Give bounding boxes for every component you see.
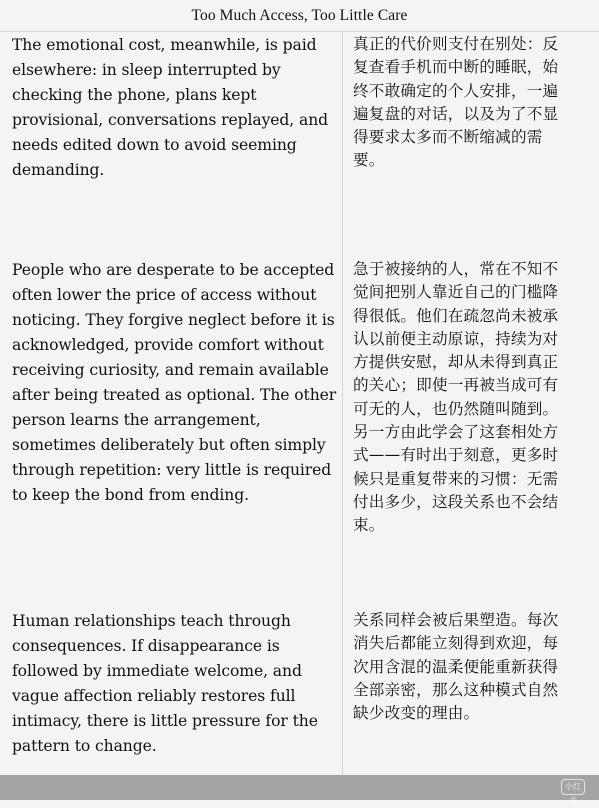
text-line: 关系同样会被后果塑造。每次 <box>353 611 559 629</box>
english-paragraph-3 <box>12 609 340 759</box>
header-divider <box>0 31 599 32</box>
text-line: 可无的人，也仍然随叫随到。 <box>353 399 559 418</box>
english-paragraph-2 <box>12 258 340 508</box>
text-line: 觉间把别人靠近自己的门槛降 <box>353 283 559 302</box>
text-line: often lower the price of access without <box>12 286 317 304</box>
text-line: intimacy, there is little pressure for the <box>12 712 318 730</box>
text-line: person learns the arrangement, <box>12 411 261 429</box>
text-line: 急于被接纳的人，常在不知不 <box>353 260 559 278</box>
chinese-paragraph-3 <box>353 609 595 725</box>
page-header <box>0 0 599 34</box>
text-line: followed by immediate welcome, and <box>12 662 302 680</box>
bottom-bar <box>0 775 599 805</box>
page-title: Too Much Access, Too Little Care <box>191 7 408 24</box>
text-line: 付出多少，这段关系也不会结 <box>353 492 559 511</box>
text-line: pattern to change. <box>12 737 157 755</box>
text-line: 真正的代价则支付在别处：反 <box>353 35 559 53</box>
text-line: 终不敢确定的个人安排，一遍 <box>353 81 559 100</box>
text-line: 方提供安慰，却从未得到真正 <box>353 353 559 372</box>
text-line: 消失后都能立刻得到欢迎，每 <box>353 634 559 653</box>
text-line: provisional, conversations replayed, and <box>12 111 329 129</box>
text-line: 认以前便主动原谅，持续为对 <box>353 329 559 348</box>
text-line: 束。 <box>353 516 385 535</box>
text-line: acknowledged, provide comfort without <box>12 336 324 354</box>
text-line: People who are desperate to be accepted <box>12 261 335 279</box>
text-line: 得要求太多而不断缩减的需 <box>353 128 543 147</box>
text-line: 次用含混的温柔便能重新获得 <box>353 657 559 676</box>
text-line: 的关心；即使一再被当成可有 <box>353 376 559 395</box>
watermark-logo: 小红书 <box>561 779 585 795</box>
text-line: 全部亲密，那么这种模式自然 <box>353 680 559 699</box>
text-line: through repetition: very little is required <box>12 461 332 479</box>
text-line: 另一方由此学会了这套相处方 <box>353 423 559 442</box>
english-paragraph-1 <box>12 33 340 183</box>
text-line: 复查看手机而中断的睡眠，始 <box>353 58 559 77</box>
chinese-paragraph-2 <box>353 258 595 538</box>
text-line: checking the phone, plans kept <box>12 86 257 104</box>
text-line: 候只是重复带来的习惯：无需 <box>353 469 559 488</box>
text-line: sometimes deliberately but often simply <box>12 436 326 454</box>
text-line: receiving curiosity, and remain available <box>12 361 329 379</box>
text-line: Human relationships teach through <box>12 612 291 630</box>
text-line: to keep the bond from ending. <box>12 486 249 504</box>
text-line: noticing. They forgive neglect before it is <box>12 311 335 329</box>
chinese-paragraph-1 <box>353 33 595 173</box>
text-line: 要。 <box>353 151 385 170</box>
text-line: 式——有时出于刻意，更多时 <box>353 446 559 465</box>
text-line: consequences. If disappearance is <box>12 637 280 655</box>
text-line: 遍复盘的对话，以及为了不显 <box>353 104 559 123</box>
text-line: elsewhere: in sleep interrupted by <box>12 61 281 79</box>
text-line: vague affection reliably restores full <box>12 687 296 705</box>
text-line: 缺少改变的理由。 <box>353 704 480 723</box>
text-line: after being treated as optional. The other <box>12 386 337 404</box>
text-line: needs edited down to avoid seeming <box>12 136 297 154</box>
text-line: 得很低。他们在疏忽尚未被承 <box>353 306 559 325</box>
text-line: The emotional cost, meanwhile, is paid <box>12 36 317 54</box>
text-line: demanding. <box>12 161 105 179</box>
column-divider <box>342 31 343 775</box>
